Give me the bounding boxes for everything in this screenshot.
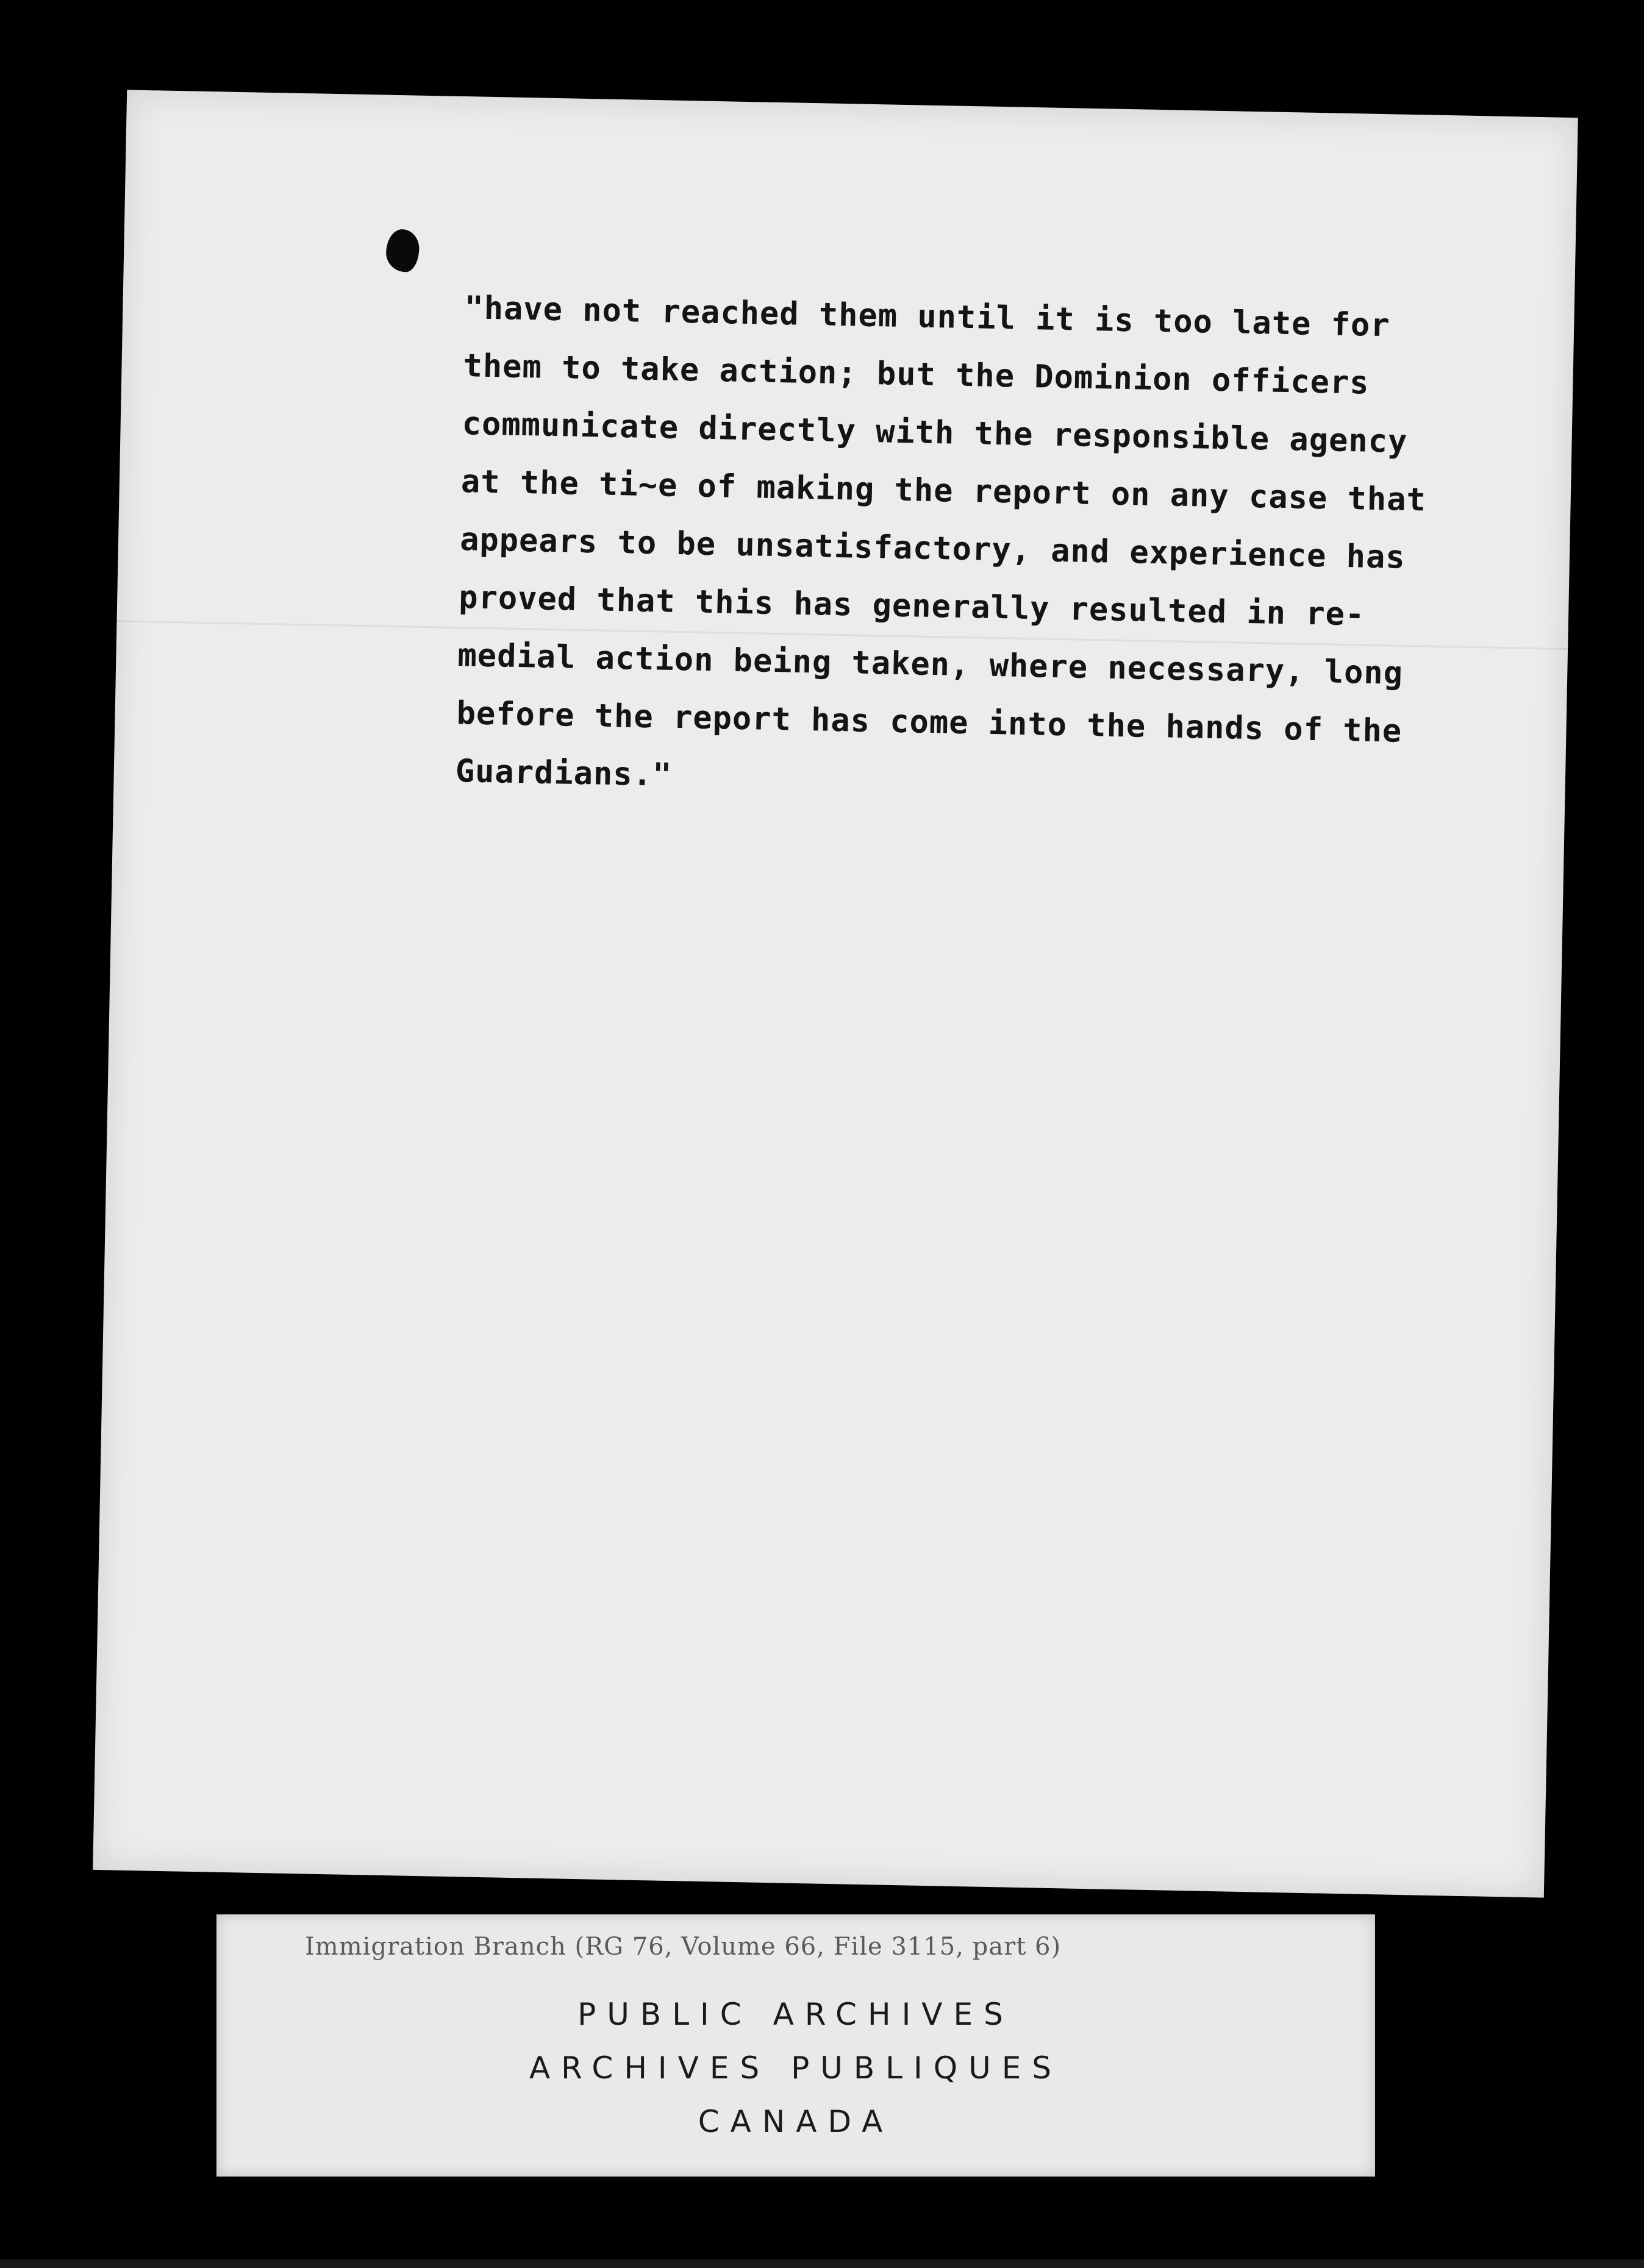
ink-blot (386, 229, 420, 273)
typed-body-text (455, 279, 1427, 817)
film-edge (0, 2259, 1644, 2268)
archive-name-fr: ARCHIVES PUBLIQUES (529, 2050, 1063, 2086)
body-line: communicate directly with the responsible agency (462, 405, 1408, 460)
archive-country: CANADA (698, 2104, 894, 2139)
body-line: medial action being taken, where necessary, long (457, 637, 1404, 692)
archive-stamp (216, 1988, 1375, 2149)
body-line: at the ti~e of making the report on any case that (460, 463, 1427, 519)
body-line: proved that this has generally resulted in re- (458, 579, 1365, 633)
archive-name-en: PUBLIC ARCHIVES (577, 1997, 1014, 2032)
typed-page (93, 90, 1578, 1897)
archive-reference: Immigration Branch (RG 76, Volume 66, File 3115, part 6) (305, 1933, 1062, 1961)
body-line: "have not reached them until it is too late for (463, 290, 1391, 344)
body-line: Guardians." (455, 752, 673, 794)
body-line: them to take action; but the Dominion officers (463, 348, 1370, 402)
body-line: appears to be unsatisfactory, and experience has (459, 521, 1406, 576)
body-line: before the report has come into the hands of the (456, 694, 1403, 750)
